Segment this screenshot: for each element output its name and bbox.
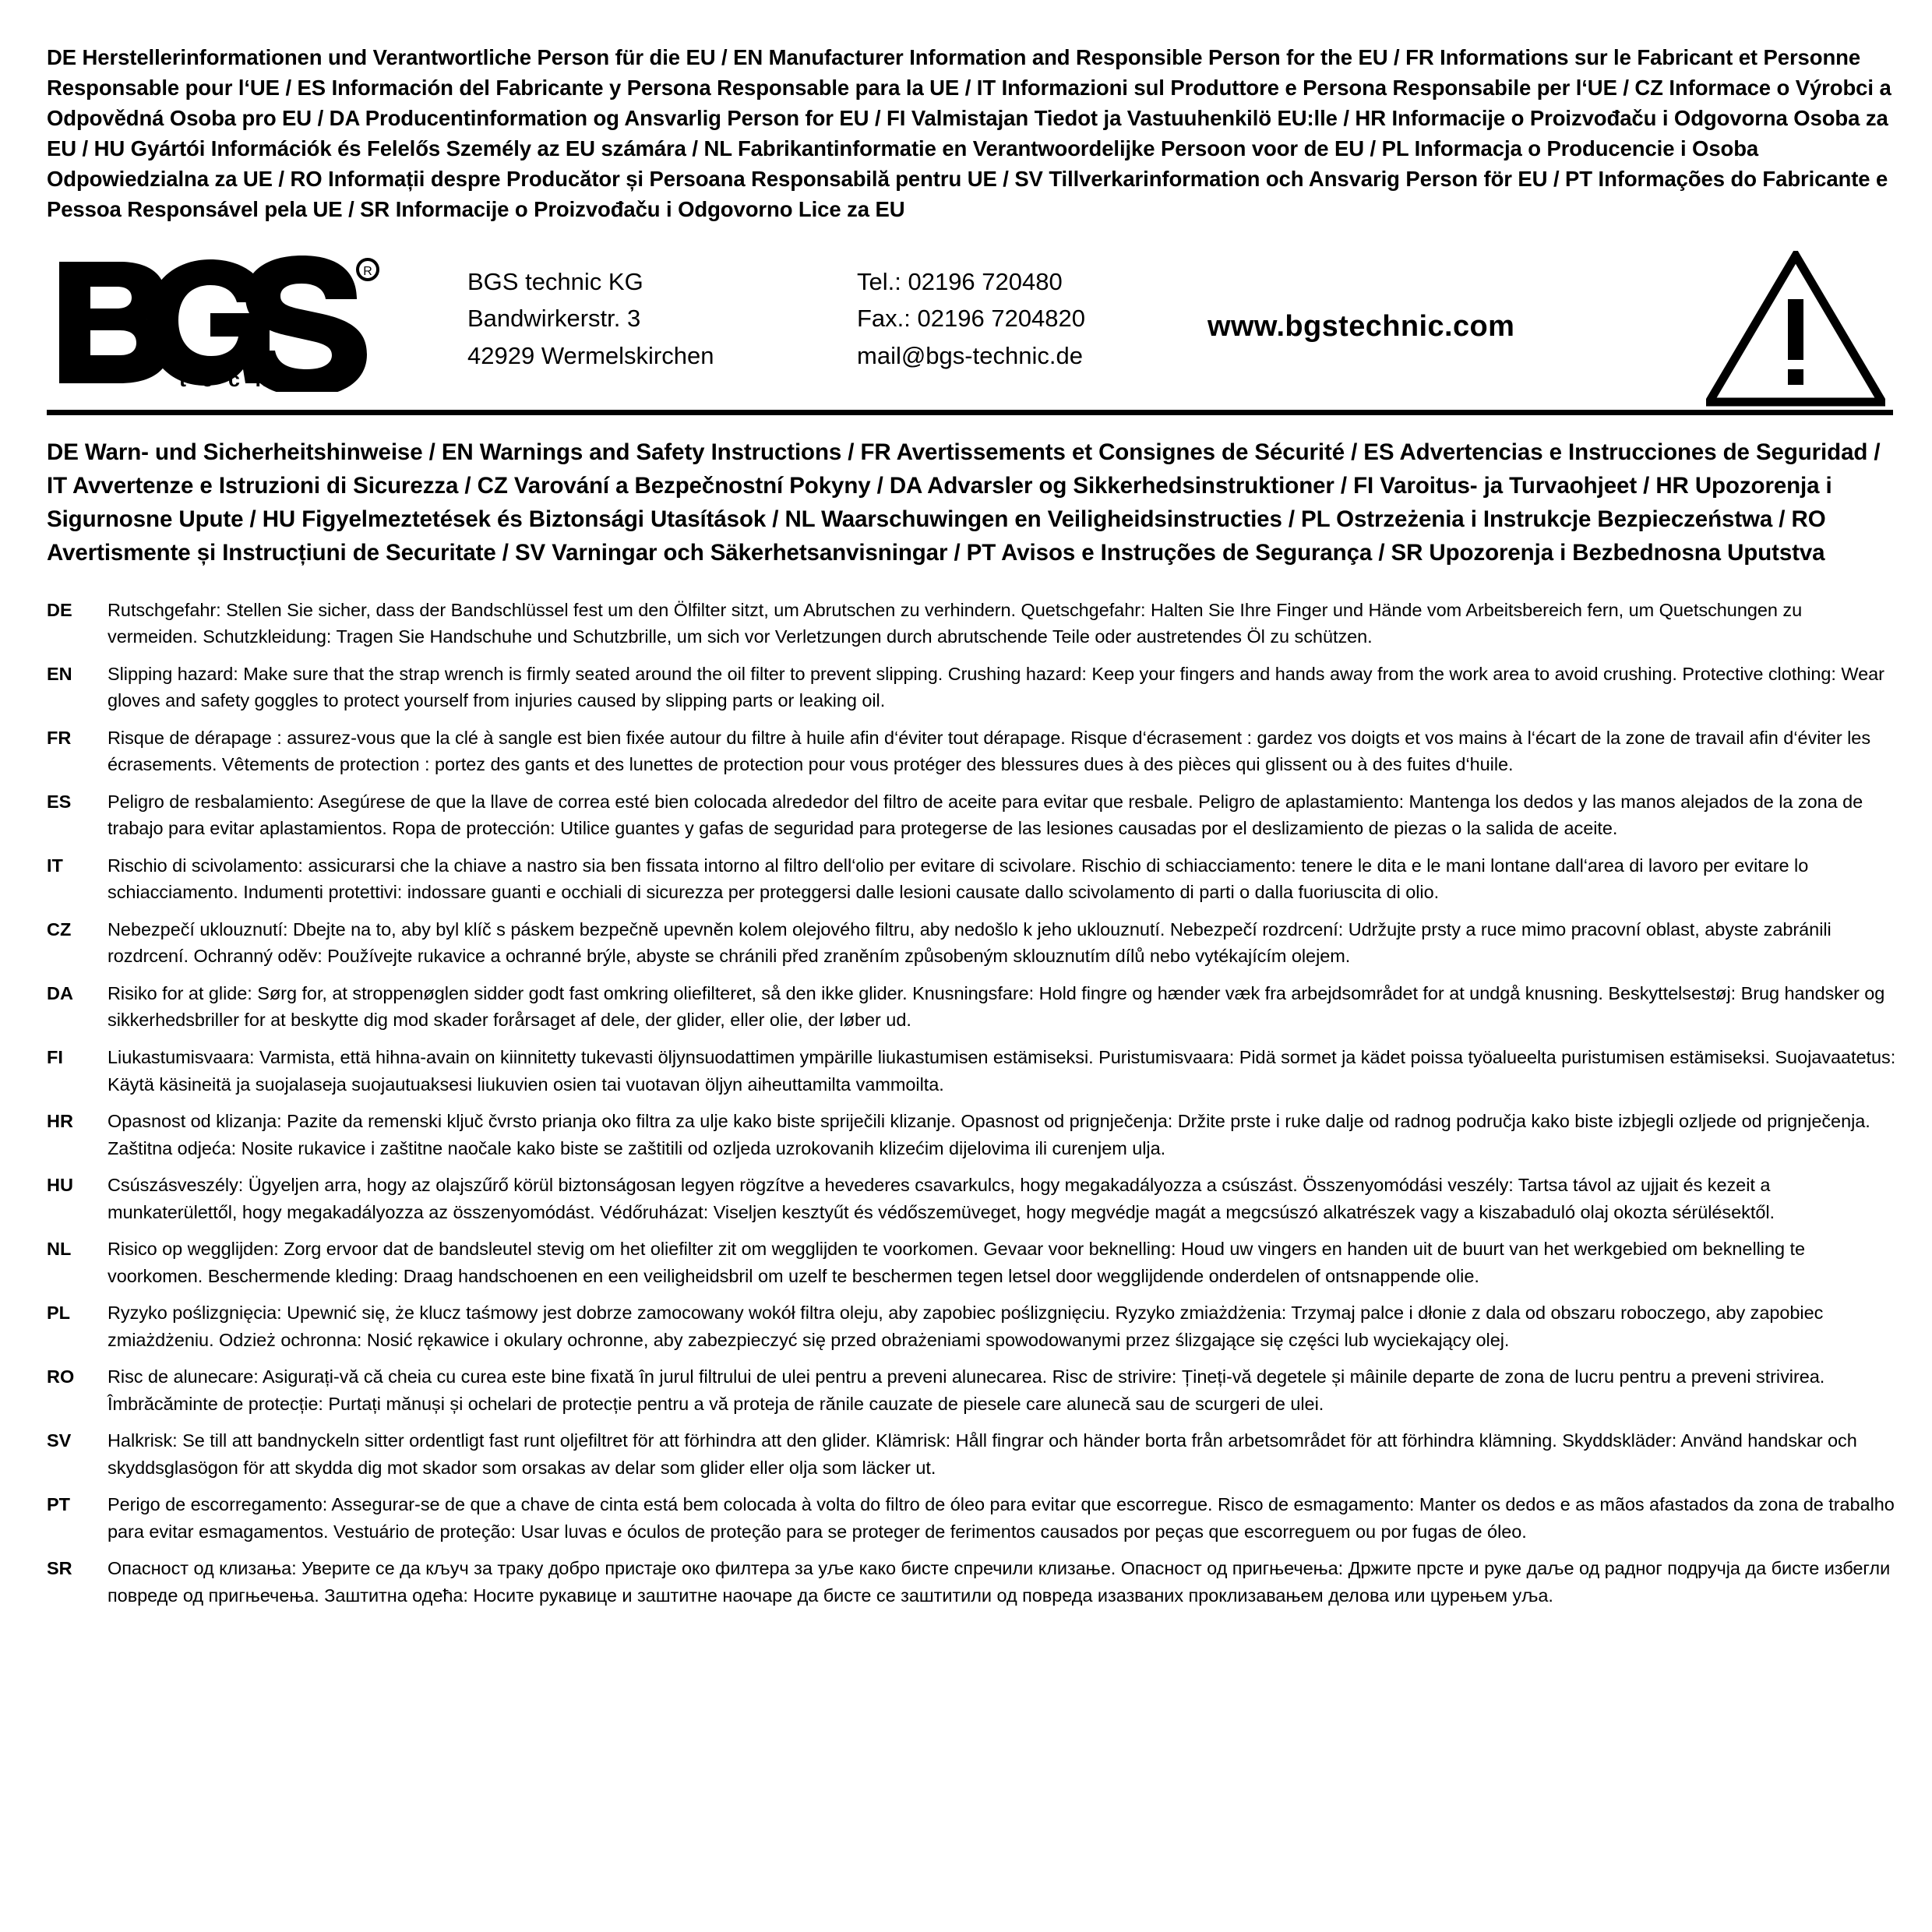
company-tel: Tel.: 02196 720480 (857, 268, 1063, 296)
language-text: Perigo de escorregamento: Assegurar-se de que a chave de cinta está bem colocada à volta do filtro de óleo para evitar que escorregue. Risco de esmagamento: Manter os dedos e as mãos afastados da zona de trabalho para evitar esmagamentos. Vestuário de proteção: Usar luvas e óculos de proteção para se proteger de ferimentos causados por peças que escorreguem ou por fugas de óleo. (108, 1494, 1895, 1542)
list-item (47, 980, 1896, 1034)
bgs-logo (53, 256, 380, 392)
language-text: Nebezpečí uklouznutí: Dbejte na to, aby byl klíč s páskem bezpečně upevněn kolem olejového filtru, aby nedošlo k jeho uklouznutí. Nebezpečí rozdrcení: Udržujte prsty a ruce mimo pracovní oblast, abyste zabránili rozdrcení. Ochranný oděv: Používejte rukavice a ochranné brýle, abyste se chránili před zraněním způsobeným sklouznutím dílů nebo vytékajícím olejem. (108, 918, 1832, 967)
manufacturer-info-heading: DE Herstellerinformationen und Verantwortliche Person für die EU / EN Manufacturer Information and Responsible Person for the EU / FR Informations sur le Fabricant et Personne Responsable pour l‘UE / ES Información del Fabricante y Persona Responsable para la UE / IT Informazioni sul Produttore e Persona Responsabile per l‘UE / CZ Informace o Výrobci a Odpovědná Osoba pro EU / DA Producentinformation og Ansvarlig Person for EU / FI Valmistajan Tiedot ja Vastuuhenkilö EU:lle / HR Informacije o Proizvođaču i Odgovorna Osoba za EU / HU Gyártói Információk és Felelős Személy az EU számára / NL Fabrikantinformatie en Verantwoordelijke Persoon voor de EU / PL Informacja o Producencie i Osoba Odpowiedzialna za UE / RO Informații despre Producător și Persoana Responsabilă pentru UE / SV Tillverkarinformation och Ansvarig Person för EU / PT Informações do Fabricante e Pessoa Responsável pela UE / SR Informacije o Proizvođaču i Odgovorno Lice za EU (47, 45, 1891, 222)
language-code: FR (47, 727, 72, 748)
list-item (47, 1044, 1896, 1098)
language-code: EN (47, 663, 72, 684)
language-code: SV (47, 1430, 72, 1451)
language-text: Risc de alunecare: Asigurați-vă că cheia cu curea este bine fixată în jurul filtrului de ulei pentru a preveni alunecarea. Risc de strivire: Țineți-vă degetele și mâinile departe de zona de lucru pentru a preveni strivirea. Îmbrăcăminte de protecție: Purtați mănuși și ochelari de protecție pentru a vă proteja de rănile cauzate de piesele care alunecă sau de scurgeri de ulei. (108, 1366, 1825, 1414)
language-code: PL (47, 1303, 71, 1324)
language-text: Risque de dérapage : assurez-vous que la clé à sangle est bien fixée autour du filtre à huile afin d‘éviter tout dérapage. Risque d‘écrasement : gardez vos doigts et vos mains à l‘écart de la zone de travail afin d‘éviter les écrasements. Vêtements de protection : portez des gants et des lunettes de protection pour vous protéger des blessures dues à des pièces qui glissent ou à des fuites d‘huile. (108, 727, 1871, 775)
language-text: Rutschgefahr: Stellen Sie sicher, dass der Bandschlüssel fest um den Ölfilter sitzt, um Abrutschen zu verhindern. Quetschgefahr: Halten Sie Ihre Finger und Hände vom Arbeitsbereich fern, um Quetschungen zu vermeiden. Schutzkleidung: Tragen Sie Handschuhe und Schutzbrille, um sich vor Verletzungen durch abrutschende Teile oder austretendes Öl zu schützen. (108, 599, 1803, 647)
language-code: CZ (47, 918, 72, 940)
list-item (47, 852, 1896, 906)
company-email: mail@bgs-technic.de (857, 341, 1083, 369)
warning-triangle-icon (1706, 251, 1885, 407)
language-code: ES (47, 791, 72, 812)
company-fax: Fax.: 02196 7204820 (857, 305, 1086, 333)
language-text: Peligro de resbalamiento: Asegúrese de que la llave de correa esté bien colocada alrededor del filtro de aceite para evitar que resbale. Peligro de aplastamiento: Mantenga los dedos y las manos alejados de la zona de trabajo para evitar aplastamientos. Ropa de protección: Utilice guantes y gafas de seguridad para protegerse de las lesiones causadas por el deslizamiento de piezas o la salida de aceite. (108, 791, 1863, 839)
language-text: Risico op wegglijden: Zorg ervoor dat de bandsleutel stevig om het oliefilter zit om wegglijden te voorkomen. Gevaar voor beknelling: Houd uw vingers en handen uit de buurt van het werkgebied om beknelling te voorkomen. Beschermende kleding: Draag handschoenen en een veiligheidsbril om uzelf te beschermen tegen letsel door wegglijdende onderdelen of ontsnappende olie. (108, 1239, 1805, 1286)
list-item (47, 1555, 1896, 1609)
language-text: Opasnost od klizanja: Pazite da remenski ključ čvrsto prianja oko filtra za ulje kako biste spriječili klizanje. Opasnost od prignječenja: Držite prste i ruke dalje od radnog područja kako biste izbjegli ozljede od prignječenja. Zaštitna odjeća: Nosite rukavice i zaštitne naočale kako biste se zaštitili od ozljeda uzrokovanih klizećim dijelovima ili curenjem ulja. (108, 1111, 1870, 1158)
language-code: FI (47, 1046, 63, 1067)
language-text: Rischio di scivolamento: assicurarsi che la chiave a nastro sia ben fissata intorno al filtro dell‘olio per evitare di scivolare. Rischio di schiacciamento: tenere le dita e le mani lontane dall‘area di lavoro per evitare lo schiacciamento. Indumenti protettivi: indossare guanti e occhiali di sicurezza per proteggersi dalle lesioni causate dallo scivolamento di parti o dalla fuoriuscita di olio. (108, 855, 1809, 903)
language-code: SR (47, 1558, 72, 1579)
svg-text:t e c h n i c: t e c h n i c (179, 368, 349, 392)
company-name: BGS technic KG (467, 268, 643, 296)
language-text: Csúszásveszély: Ügyeljen arra, hogy az olajszűrő körül biztonságosan legyen rögzítve a hevederes csavarkulcs, hogy megakadályozza a csúszást. Összenyomódási veszély: Tartsa távol az ujjait és kezeit a munkaterülettől, hogy megakadályozza az összenyomódást. Védőruházat: Viseljen kesztyűt és védőszemüveget, hogy megvédje magát a megcsúszó alkatrészek vagy a kiszabaduló olaj okozta sérülésektől. (108, 1175, 1775, 1222)
language-text: Liukastumisvaara: Varmista, että hihna-avain on kiinnitetty tukevasti öljynsuodattimen ympärille liukastumisen estämiseksi. Puristumisvaara: Pidä sormet ja kädet poissa työalueelta puristumisen estämiseksi. Suojavaatetus: Käytä käsineitä ja suojalaseja suojautuaksesi liukuvien osien tai vuotavan öljyn aiheuttamilta vammoilta. (108, 1046, 1896, 1095)
language-text: Slipping hazard: Make sure that the strap wrench is firmly seated around the oil filter to prevent slipping. Crushing hazard: Keep your fingers and hands away from the work area to avoid crushing. Protective clothing: Wear gloves and safety goggles to protect yourself from injuries caused by slipping parts or leaking oil. (108, 663, 1884, 711)
list-item (47, 1172, 1896, 1225)
list-item (47, 916, 1896, 970)
language-code: HU (47, 1175, 73, 1196)
company-website: www.bgstechnic.com (1208, 310, 1515, 344)
language-code: HR (47, 1111, 73, 1132)
company-address (467, 263, 714, 373)
safety-instructions-heading: DE Warn- und Sicherheitshinweise / EN Warnings and Safety Instructions / FR Avertissements et Consignes de Sécurité / ES Advertencias e Instrucciones de Seguridad / IT Avvertenze e Istruzioni di Sicurezza / CZ Varování a Bezpečnostní Pokyny / DA Advarsler og Sikkerhedsinstruktioner / FI Varoitus- ja Turvaohjeet / HR Upozorenja i Sigurnosne Upute / HU Figyelmeztetések és Biztonsági Utasítások / NL Waarschuwingen en Veiligheidsinstructies / PL Ostrzeżenia i Instrukcje Bezpieczeństwa / RO Avertismente și Instrucțiuni de Securitate / SV Varningar och Säkerhetsanvisningar / PT Avisos e Instruções de Segurança / SR Upozorenja i Bezbednosna Uputstva (47, 439, 1881, 566)
manufacturer-block (47, 246, 1893, 410)
language-paragraph-list (47, 597, 1896, 1609)
company-city: 42929 Wermelskirchen (467, 341, 714, 369)
divider (47, 410, 1893, 415)
language-text: Ryzyko poślizgnięcia: Upewnić się, że klucz taśmowy jest dobrze zamocowany wokół filtra oleju, aby zapobiec poślizgnięciu. Ryzyko zmiażdżenia: Trzymaj palce i dłonie z dala od obszaru roboczego, aby zapobiec zmiażdżeniu. Odzież ochronna: Nosić rękawice i okulary ochronne, aby zabezpieczyć się przed obrażeniami spowodowanymi przez ślizgające się części lub wyciekający olej. (108, 1303, 1824, 1350)
list-item (47, 597, 1896, 650)
language-text: Risiko for at glide: Sørg for, at stroppenøglen sidder godt fast omkring oliefilteret, så den ikke glider. Knusningsfare: Hold fingre og hænder væk fra arbejdsområdet for at undgå knusning. Beskyttelsestøj: Brug handsker og sikkerhedsbriller for at beskytte dig mod skader forårsaget af dele, der glider, eller olie, der løber ud. (108, 982, 1885, 1031)
company-contact (857, 263, 1085, 373)
list-item (47, 1236, 1896, 1289)
language-code: NL (47, 1239, 72, 1260)
language-text: Halkrisk: Se till att bandnyckeln sitter ordentligt fast runt oljefiltret för att förhindra att den glider. Klämrisk: Håll fingrar och händer borta från arbetsområdet för att förhindra klämning. Skyddskläder: Använd handskar och skyddsglasögon för att skydda dig mot skador som orsakas av delar som glider eller olja som läcker ut. (108, 1430, 1857, 1478)
list-item (47, 1427, 1896, 1481)
list-item (47, 1363, 1896, 1417)
list-item (47, 724, 1896, 778)
company-street: Bandwirkerstr. 3 (467, 305, 641, 333)
svg-text:R: R (363, 265, 372, 279)
language-code: PT (47, 1494, 71, 1515)
list-item (47, 1108, 1896, 1162)
language-code: IT (47, 855, 63, 876)
list-item (47, 1299, 1896, 1353)
list-item (47, 661, 1896, 714)
language-text: Опасност од клизања: Уверите се да кључ за траку добро пристаје око филтера за уље како бисте спречили клизање. Опасност од пригњечења: Држите прсте и руке даље од радног подручја да бисте избегли повреде од пригњечења. Заштитна одећа: Носите рукавице и заштитне наочаре да бисте се заштитили од повреда изазваних проклизавањем делова или цурењем уља. (108, 1558, 1891, 1606)
language-code: RO (47, 1366, 75, 1387)
language-code: DA (47, 982, 73, 1003)
list-item (47, 1491, 1896, 1545)
list-item (47, 788, 1896, 842)
language-code: DE (47, 599, 72, 620)
